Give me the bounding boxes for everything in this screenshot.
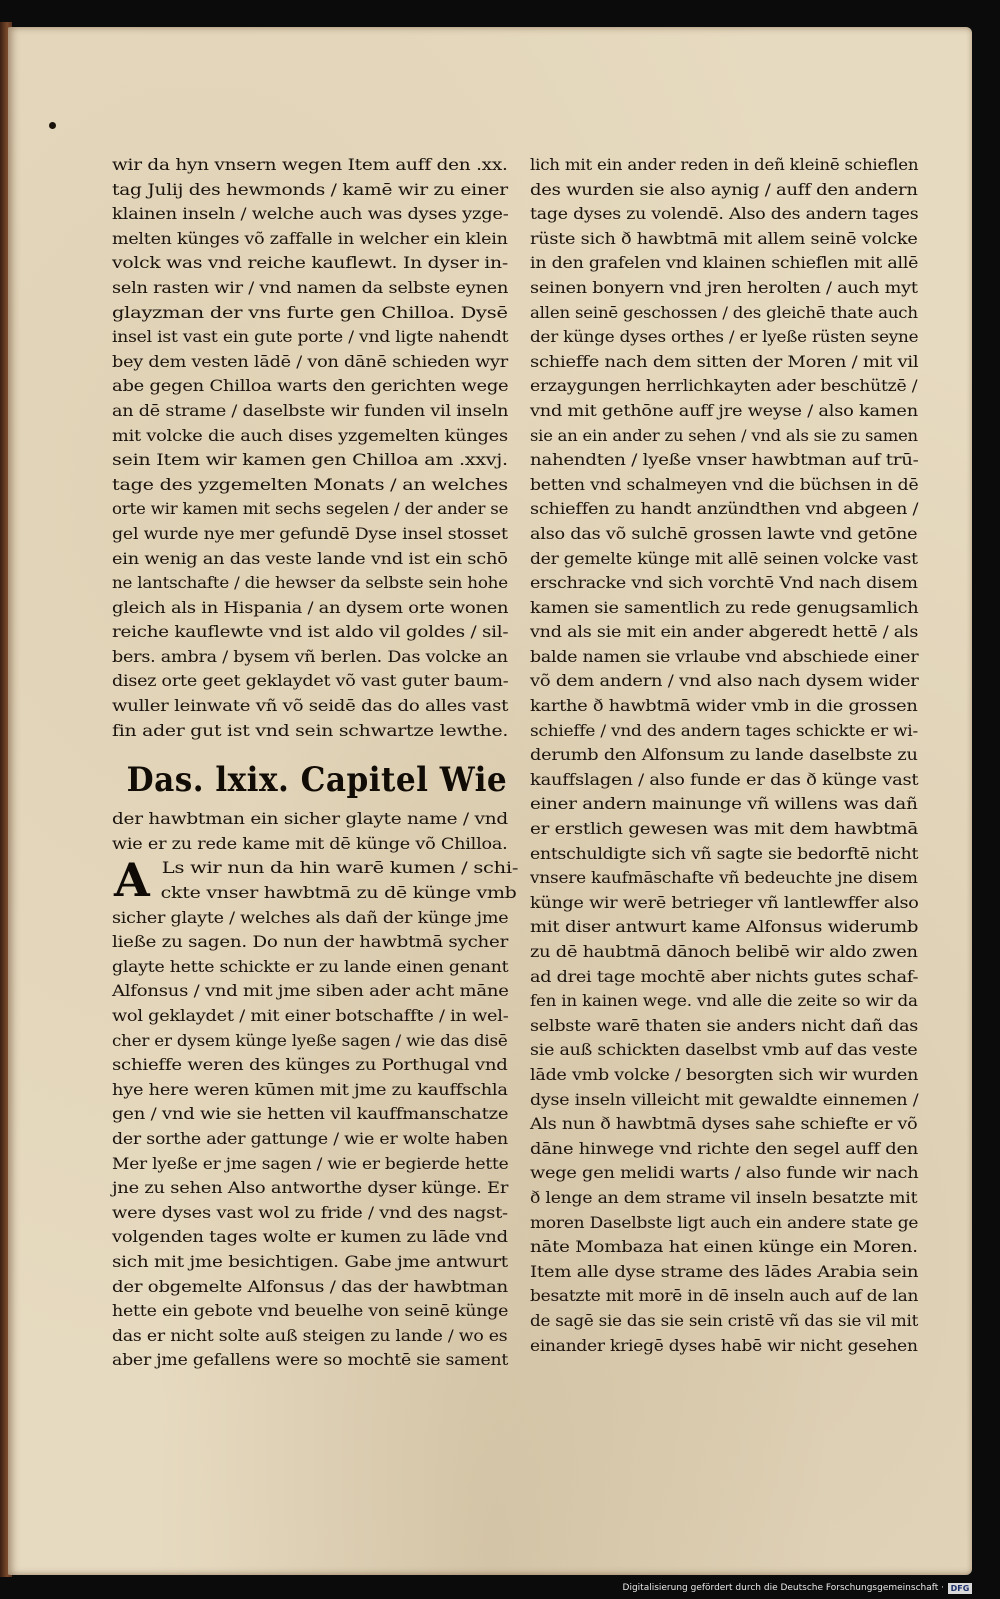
text-line: in den grafelen vnd klainen schieflen mit allē — [530, 254, 919, 273]
text-line: der sorthe ader gattunge / wie er wolte haben — [112, 1129, 508, 1148]
text-line: gel wurde nye mer gefundē Dyse insel stosset — [112, 524, 508, 543]
text-line: moren Daselbste ligt auch ein andere state ge — [530, 1213, 919, 1232]
text-line: seln rasten wir / vnd namen da selbste eynen — [112, 278, 509, 297]
text-line: nāte Mombaza hat einen künge ein Moren. — [530, 1238, 918, 1257]
text-line: sie auß schickten daselbst vmb auf das veste — [530, 1041, 918, 1060]
text-line: betten vnd schalmeyen vnd die büchsen in dē — [530, 475, 919, 494]
text-line: ließe zu sagen. Do nun der hawbtmā sycher — [112, 933, 509, 952]
text-line: de sagē sie das sie sein cristē vñ das sie vil mit — [530, 1311, 919, 1330]
text-line: schieffe weren des künges zu Porthugal vnd — [112, 1056, 508, 1075]
text-line: derumb den Alfonsum zu lande daselbste zu — [530, 746, 918, 765]
text-line: mit volcke die auch dises yzgemelten künges — [112, 426, 508, 445]
text-line: nahendten / lyeße vnser hawbtman auf trū- — [530, 451, 919, 470]
text-line: fin ader gut ist vnd sein schwartze lewthe. — [112, 721, 509, 740]
text-line: lich mit ein ander reden in deñ kleinē schieflen — [530, 156, 919, 174]
text-line: bey dem vesten lādē / von dānē schieden wyr — [112, 352, 508, 371]
text-line: melten künges võ zaffalle in welcher ein klein — [112, 229, 508, 248]
text-line: tage dyses zu volendē. Also des andern tages — [530, 205, 919, 224]
text-line: tage des yzgemelten Monats / an welches — [112, 475, 508, 494]
text-line: also das võ sulchē grossen lawte vnd getōne — [530, 524, 918, 543]
text-line: aber jme gefallens were so mochtē sie sament — [112, 1351, 509, 1370]
text-line: selbste warē thaten sie anders nicht dañ das — [530, 1016, 919, 1035]
text-line: ein wenig an das veste lande vnd ist ein schō — [112, 549, 508, 568]
text-line: sicher glayte / welches als dañ der künge jme — [112, 908, 509, 927]
text-line: orte wir kamen mit sechs segelen / der ander se — [112, 500, 509, 519]
text-line: schieffen zu handt anzündthen vnd abgeen / — [530, 500, 919, 519]
text-line: Alfonsus / vnd mit jme siben ader acht māne — [112, 982, 509, 1001]
text-line: ne lantschafte / die hewser da selbste sein hohe — [112, 574, 508, 593]
text-line: jne zu sehen Also antworthe dyser künge. Er — [112, 1179, 509, 1198]
text-line: schieffe nach dem sitten der Moren / mit vil — [530, 352, 919, 371]
text-line: vnd mit gethōne auff jre weyse / also kamen — [530, 401, 918, 420]
text-line: ckte vnser hawbtmā zu dē künge vmb — [160, 884, 517, 903]
text-line: gen / vnd wie sie hetten vil kauffmanschatze — [112, 1105, 509, 1124]
text-line: der obgemelte Alfonsus / das der hawbtman — [112, 1277, 508, 1296]
text-line: võ dem andern / vnd also nach dysem wider — [530, 672, 919, 691]
text-line: wege gen melidi warts / also funde wir nach — [530, 1164, 919, 1183]
text-line: vnsere kaufmāschafte vñ bedeuchte jne disem — [530, 869, 918, 888]
text-line: sie an ein ander zu sehen / vnd als sie zu samen — [530, 426, 918, 445]
text-line: kauffslagen / also funde er das ð künge vast — [530, 770, 919, 789]
text-line: fen in kainen wege. vnd alle die zeite so wir da — [530, 992, 918, 1011]
text-line: wie er zu rede kame mit dē künge võ Chilloa. — [112, 834, 508, 853]
text-line: rüste sich ð hawbtmā mit allem seinē volcke — [530, 229, 918, 248]
text-line: das er nicht solte auß steigen zu lande / wo es — [112, 1326, 508, 1345]
text-line: der hawbtman ein sicher glayte name / vnd — [112, 810, 508, 829]
drop-cap-lines — [112, 853, 519, 908]
text-line: bers. ambra / bysem vñ berlen. Das volcke an — [112, 647, 508, 666]
dfg-logo: DFG — [948, 1583, 972, 1594]
text-line: Item alle dyse strame des lādes Arabia sein — [530, 1262, 919, 1281]
funding-credit-text: Digitalisierung gefördert durch die Deutsche Forschungsgemeinschaft · — [622, 1583, 944, 1593]
text-line: ð lenge an dem strame vil inseln besatzte mit — [530, 1188, 918, 1207]
text-line: mit diser antwurt kame Alfonsus widerumb — [530, 918, 919, 937]
text-line: volck was vnd reiche kauflewt. In dyser in- — [112, 254, 508, 273]
text-line: hette ein gebote vnd beuelhe von seinē künge — [112, 1302, 509, 1321]
text-line: reiche kauflewte vnd ist aldo vil goldes / sil- — [112, 623, 509, 642]
left-column — [112, 153, 519, 1373]
text-line: karthe ð hawbtmā wider vmb in die grossen — [530, 697, 918, 716]
text-line: erschracke vnd sich vorchtē Vnd nach disem — [530, 574, 918, 593]
text-line: dāne hinwege vnd richte den segel auff den — [530, 1139, 919, 1158]
text-line: einer andern mainunge vñ willens was dañ — [530, 795, 918, 814]
right-column — [530, 153, 918, 1358]
text-line: zu dē haubtmā dānoch belibē wir aldo zwen — [530, 943, 918, 961]
text-line: hye here weren kūmen mit jme zu kauffschla — [112, 1080, 508, 1099]
text-line: sein Item wir kamen gen Chilloa am .xxvj. — [112, 451, 508, 470]
text-line: klainen inseln / welche auch was dyses yzge- — [112, 205, 509, 224]
text-line: volgenden tages wolte er kumen zu lāde vnd — [112, 1228, 508, 1247]
text-line: glayte hette schickte er zu lande einen genant — [112, 957, 509, 976]
text-line: disez orte geet geklaydet võ vast guter baum- — [112, 672, 509, 691]
text-line: sich mit jme besichtigen. Gabe jme antwurt — [112, 1252, 508, 1271]
text-line: ad drei tage mochtē aber nichts gutes schaf- — [530, 967, 919, 986]
footer-credit — [623, 1581, 972, 1595]
text-line: er erstlich gewesen was mit dem hawbtmā — [530, 820, 919, 839]
text-line: lāde vmb volcke / besorgten sich wir wurden — [530, 1065, 919, 1084]
page-mark — [49, 122, 56, 129]
text-line: wir da hyn vnsern wegen Item auff den .xx. — [112, 156, 508, 174]
drop-cap-initial: A — [114, 853, 150, 908]
text-line: cher er dysem künge lyeße sagen / wie das disē — [112, 1031, 508, 1050]
text-line: dyse inseln villeicht mit gewaldte einnemen / — [530, 1090, 919, 1109]
text-line: entschuldigte sich vñ sagte sie bedorftē nicht — [530, 844, 919, 863]
text-line: were dyses vast wol zu fride / vnd des nagst- — [112, 1203, 508, 1222]
left-text-block — [112, 153, 508, 743]
text-line: wuller leinwate vñ võ seidē das do alles vast — [112, 697, 509, 716]
text-line: künge wir werē betrieger vñ lantlewffer also — [530, 893, 919, 912]
text-line: insel ist vast ein gute porte / vnd ligte nahendt — [112, 328, 509, 347]
text-line: gleich als in Hispania / an dysem orte wonen — [112, 598, 509, 617]
text-line: abe gegen Chilloa warts den gerichten wege — [112, 377, 509, 396]
text-line: Mer lyeße er jme sagen / wie er begierde hette — [112, 1154, 509, 1173]
text-line: Als nun ð hawbtmā dyses sahe schiefte er võ — [530, 1115, 918, 1134]
text-line: balde namen sie vrlaube vnd abschiede einer — [530, 647, 919, 666]
drop-cap-paragraph — [112, 853, 519, 908]
left-text-block-continued — [112, 906, 508, 1373]
text-line: erzaygungen herrlichkayten ader beschützē / — [530, 377, 918, 396]
text-line: kamen sie samentlich zu rede genugsamlich — [530, 598, 919, 617]
text-line: Ls wir nun da hin warē kumen / schi- — [161, 859, 519, 878]
text-line: allen seinē geschossen / des gleichē thate auch — [530, 303, 918, 322]
text-line: an dē strame / daselbste wir funden vil inseln — [112, 401, 509, 420]
text-line: wol geklaydet / mit einer botschaffte / in wel- — [112, 1007, 509, 1025]
text-line: der gemelte künge mit allē seinen volcke vast — [530, 549, 918, 568]
chapter-heading-block — [112, 755, 508, 805]
text-line: der künge dyses orthes / er lyeße rüsten seyne — [530, 328, 919, 347]
text-line: besatzte mit morē in dē inseln auch auf de lan — [530, 1287, 919, 1306]
text-line: des wurden sie also aynig / auff den andern — [530, 180, 918, 199]
text-line: vnd als sie mit ein ander abgeredt hettē / als — [530, 623, 919, 642]
text-line: schieffe / vnd des andern tages schickte er wi- — [530, 721, 918, 740]
text-line: tag Julij des hewmonds / kamē wir zu einer — [112, 180, 508, 199]
text-line: einander kriegē dyses habē wir nicht gesehen — [530, 1336, 918, 1355]
book-page — [8, 27, 972, 1575]
chapter-heading: Das. lxix. Capitel Wie — [126, 760, 508, 801]
text-line: seinen bonyern vnd jren herolten / auch myt — [530, 278, 918, 297]
chapter-subtitle — [112, 807, 508, 856]
text-line: glayzman der vns furte gen Chilloa. Dysē — [112, 303, 508, 322]
right-text-block — [530, 153, 918, 1358]
